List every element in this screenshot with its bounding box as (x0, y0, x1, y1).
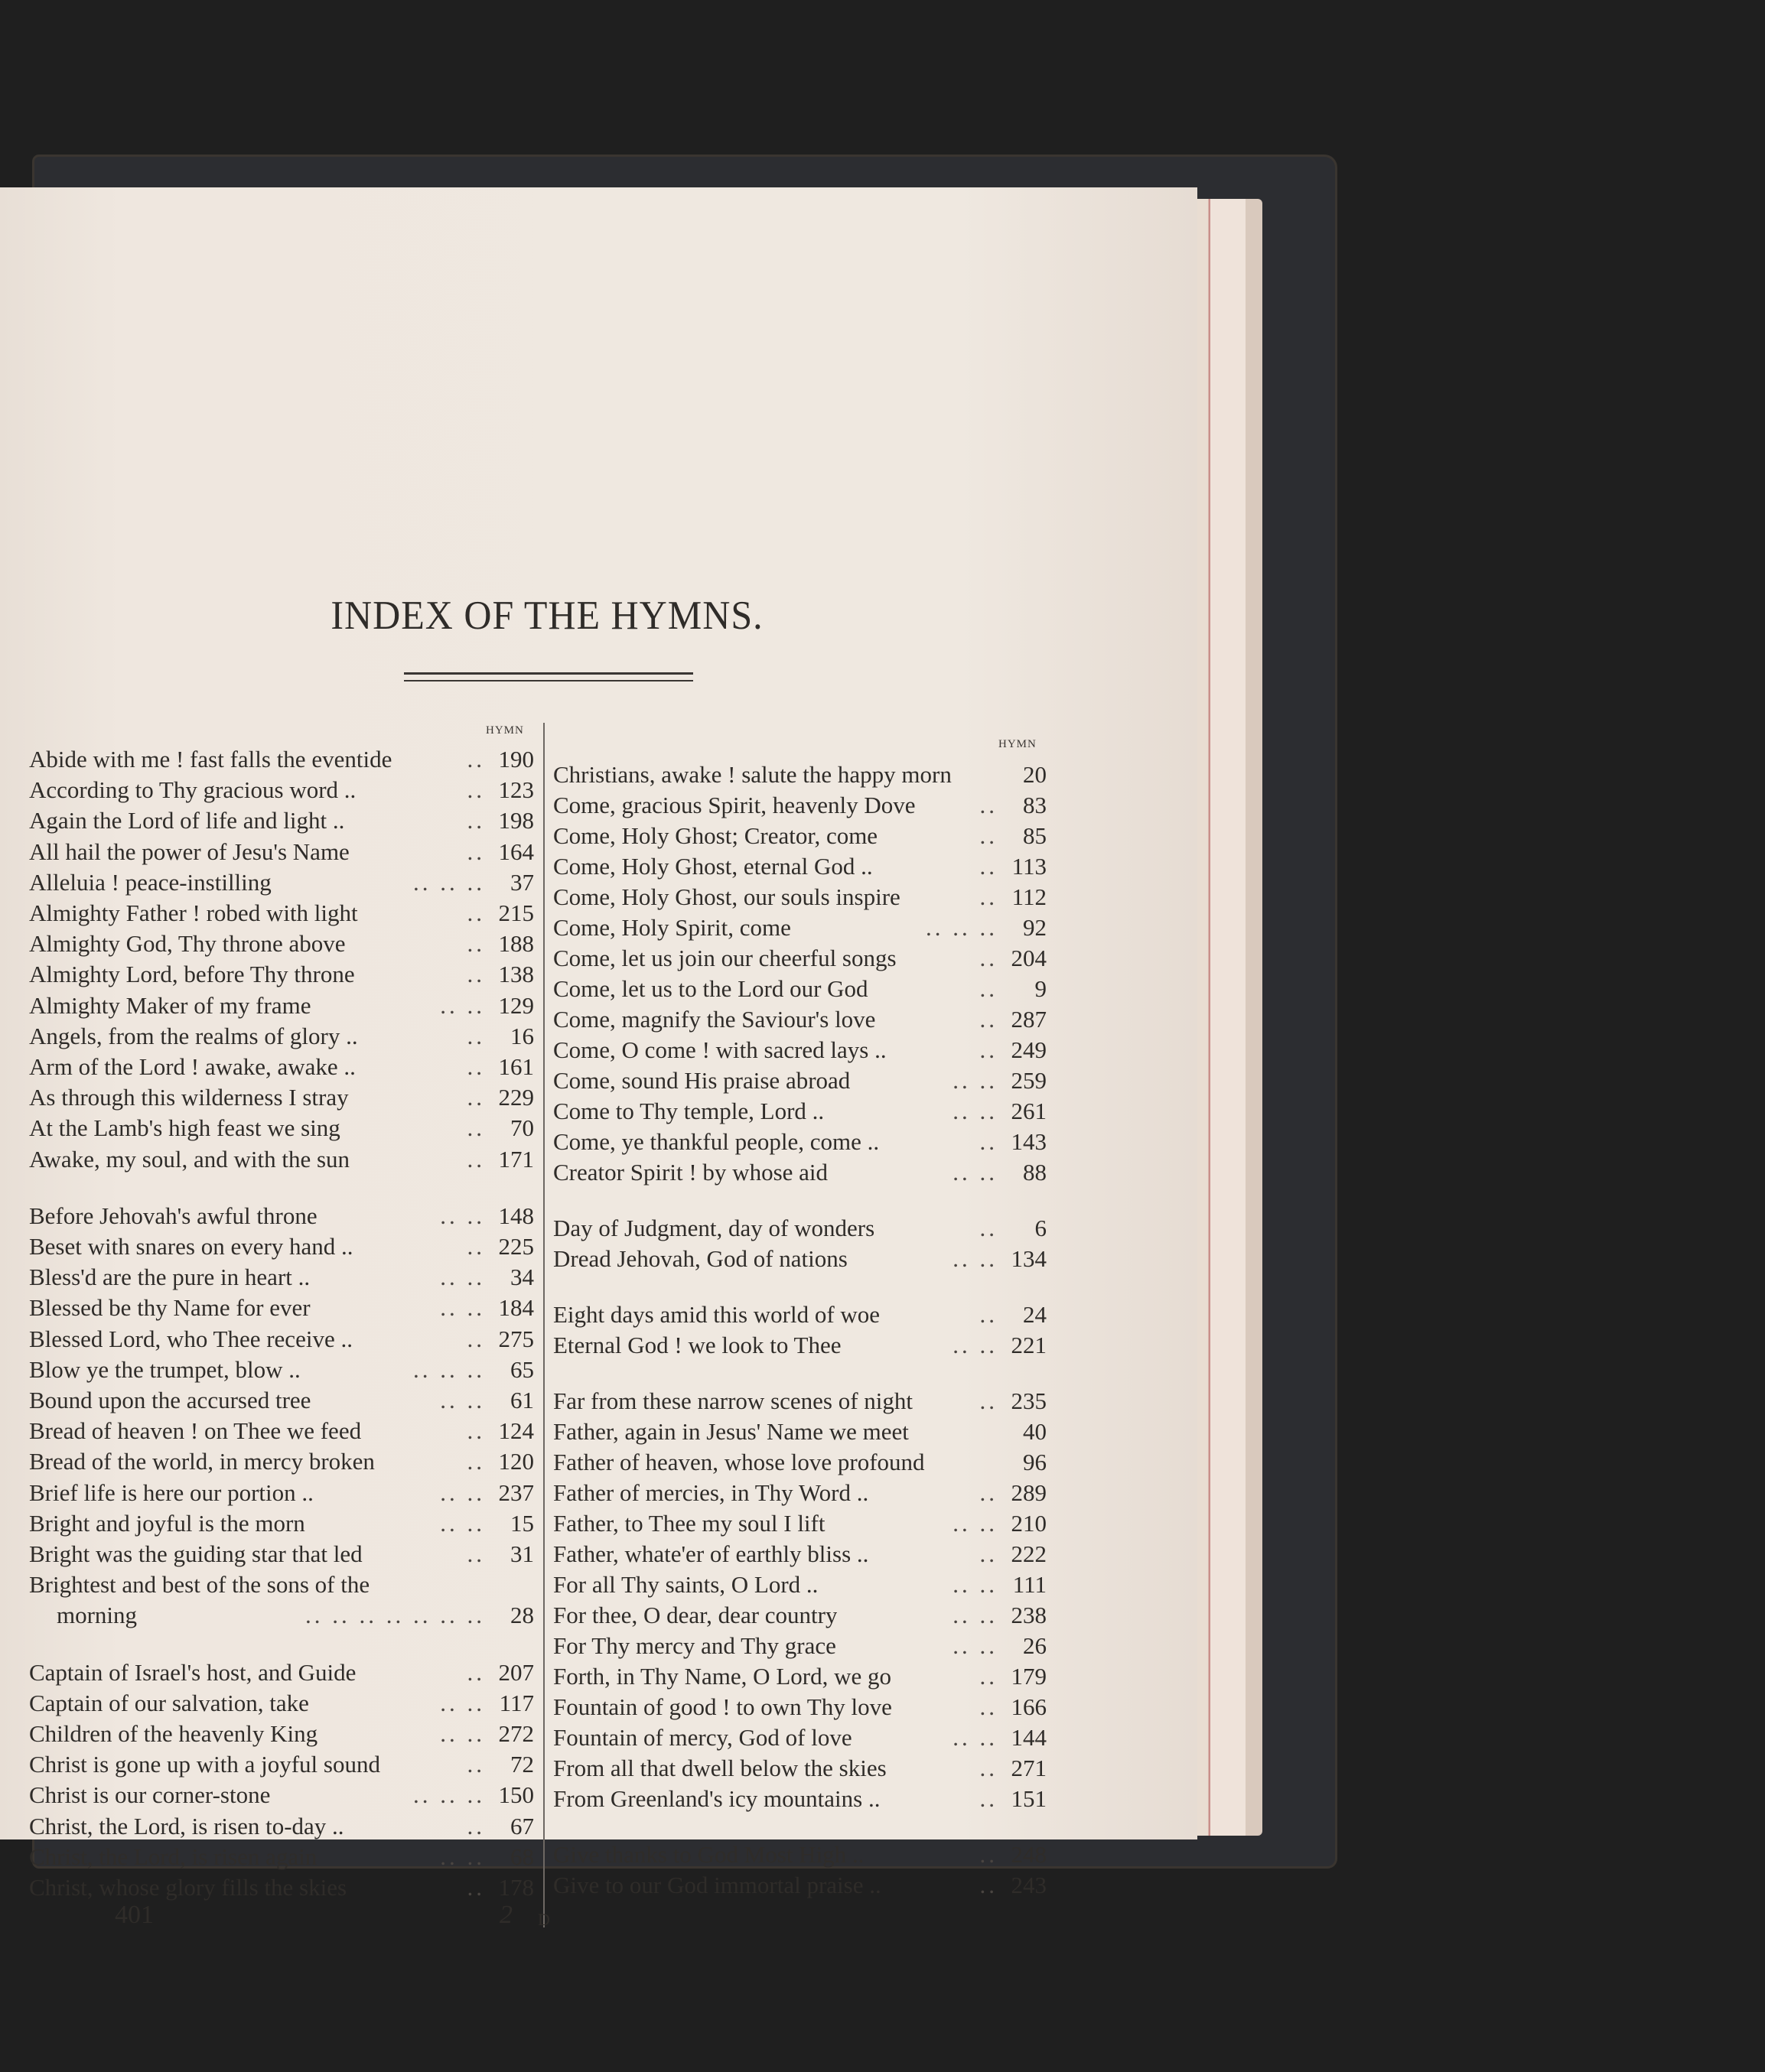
hymn-first-line: Bound upon the accursed tree (29, 1387, 311, 1413)
leader-dots: .. (467, 1053, 485, 1080)
hymn-number: 289 (1011, 1479, 1047, 1506)
hymn-number: 229 (498, 1084, 534, 1111)
leader-dots: .. .. (953, 1571, 998, 1598)
hymn-first-line: Bless'd are the pure in heart .. (29, 1264, 311, 1291)
hymn-number: 222 (1011, 1540, 1047, 1567)
leader-dots: .. (467, 776, 485, 804)
hymn-first-line: Come, Holy Ghost; Creator, come (553, 822, 878, 849)
leader-dots: .. (979, 1301, 998, 1328)
hymn-number: 166 (1011, 1693, 1047, 1720)
hymn-first-line: Come, gracious Spirit, heavenly Dove (553, 792, 916, 818)
signature-letter: D (538, 1910, 551, 1929)
index-entry (553, 883, 1047, 914)
hymn-first-line: Before Jehovah's awful throne (29, 1202, 318, 1229)
hymn-first-line: Brightest and best of the sons of the (29, 1571, 370, 1599)
hymn-first-line: Come, Holy Ghost, our souls inspire (553, 883, 900, 910)
index-entry (29, 1053, 534, 1084)
hymn-number: 20 (1023, 761, 1047, 788)
hymn-first-line: Angels, from the realms of glory .. (29, 1022, 358, 1049)
hymn-first-line: Father, whate'er of earthly bliss .. (553, 1540, 869, 1567)
leader-dots: .. (979, 1663, 998, 1690)
index-entry (553, 761, 1047, 792)
hymn-number: 92 (1023, 914, 1047, 941)
index-entry (29, 1202, 534, 1233)
hymn-number: 129 (498, 991, 534, 1019)
hymn-first-line: Beset with snares on every hand .. (29, 1233, 353, 1260)
hymn-first-line: Give thanks to God Most High .. (553, 1841, 865, 1868)
index-entry (553, 1067, 1047, 1098)
index-entry (29, 1325, 534, 1356)
hymn-number: 225 (498, 1233, 534, 1260)
hymn-first-line: Almighty Father ! robed with light (29, 899, 358, 926)
hymn-first-line: Christians, awake ! salute the happy morn (553, 761, 952, 788)
hymn-first-line: Captain of Israel's host, and Guide (29, 1658, 357, 1686)
index-entry (553, 1785, 1047, 1816)
index-entry (553, 1724, 1047, 1755)
hymn-number: 204 (1011, 945, 1047, 971)
page-number: 401 (115, 1901, 154, 1929)
hymn-first-line: Give to our God immortal praise .. (553, 1872, 881, 1898)
hymn-number: 143 (1011, 1128, 1047, 1155)
leader-dots: .. (467, 1874, 485, 1901)
hymn-first-line: Again the Lord of life and light .. (29, 807, 345, 834)
leader-dots: .. .. (440, 1509, 485, 1537)
hymn-number: 70 (510, 1114, 534, 1142)
index-entry (553, 1128, 1047, 1159)
index-entry (553, 1571, 1047, 1602)
index-entry (29, 1023, 534, 1053)
leader-dots: .. .. (440, 1720, 485, 1747)
hymn-first-line: All hail the power of Jesu's Name (29, 838, 350, 865)
index-entry (29, 869, 534, 899)
hymn-number: 171 (498, 1145, 534, 1173)
hymn-first-line: Forth, in Thy Name, O Lord, we go (553, 1663, 891, 1690)
leader-dots: .. (467, 961, 485, 988)
hymn-number: 134 (1011, 1245, 1047, 1272)
book-page (0, 187, 1197, 1929)
leader-dots: .. (979, 883, 998, 910)
hymn-number: 198 (498, 807, 534, 834)
hymn-first-line: Come, magnify the Saviour's love (553, 1006, 876, 1033)
hymn-first-line: Father of mercies, in Thy Word .. (553, 1479, 869, 1506)
hymn-first-line: Arm of the Lord ! awake, awake .. (29, 1053, 356, 1080)
leader-dots: .. (467, 807, 485, 834)
hymn-first-line: Far from these narrow scenes of night (553, 1387, 913, 1414)
leader-dots: .. .. (440, 1843, 485, 1870)
hymn-first-line: From Greenland's icy mountains .. (553, 1785, 881, 1812)
leader-dots: .. .. (953, 1632, 998, 1659)
leader-dots: .. (979, 1540, 998, 1567)
hymn-number: 37 (510, 868, 534, 896)
index-entry (553, 822, 1047, 853)
leader-dots: .. .. .. (413, 1355, 485, 1383)
hymn-first-line: As through this wilderness I stray (29, 1084, 349, 1111)
hymn-number: 65 (510, 1355, 534, 1383)
index-entry (29, 807, 534, 838)
index-entry (29, 1146, 534, 1176)
column-divider (543, 723, 545, 1927)
index-entry (29, 1479, 534, 1510)
index-entry (29, 1114, 534, 1145)
leader-dots: .. (979, 853, 998, 880)
hymn-column-heading: HYMN (486, 724, 524, 737)
hymn-first-line: morning (57, 1602, 138, 1629)
leader-dots: .. (979, 975, 998, 1002)
index-entry (29, 1690, 534, 1720)
hymn-first-line: Awake, my soul, and with the sun (29, 1145, 350, 1173)
index-entry (29, 1843, 534, 1874)
index-entry (29, 1720, 534, 1751)
hymn-first-line: Blessed be thy Name for ever (29, 1294, 311, 1322)
index-entry (553, 1036, 1047, 1067)
hymn-first-line: Dread Jehovah, God of nations (553, 1245, 848, 1272)
hymn-first-line: Christ, the Lord, is risen to-day .. (29, 1812, 344, 1839)
index-entry (553, 1540, 1047, 1571)
hymn-number: 249 (1011, 1036, 1047, 1063)
hymn-first-line: Come, let us join our cheerful songs (553, 945, 897, 971)
hymn-number: 31 (510, 1540, 534, 1567)
index-entry (553, 1301, 1047, 1332)
hymn-number: 88 (1023, 1159, 1047, 1186)
title-rule-thick (404, 672, 693, 675)
leader-dots: .. .. (953, 1332, 998, 1358)
index-entry (29, 1571, 534, 1602)
index-entry (553, 1159, 1047, 1189)
index-entry (553, 1693, 1047, 1724)
hymn-first-line: Come, O come ! with sacred lays .. (553, 1036, 887, 1063)
index-entry (553, 1510, 1047, 1540)
hymn-first-line: For all Thy saints, O Lord .. (553, 1571, 819, 1598)
hymn-number: 67 (510, 1812, 534, 1839)
index-entry (553, 914, 1047, 945)
hymn-number: 272 (498, 1720, 534, 1747)
index-entry (553, 1215, 1047, 1245)
hymn-number: 112 (1011, 883, 1047, 910)
hymn-number: 138 (498, 961, 534, 988)
hymn-first-line: At the Lamb's high feast we sing (29, 1114, 340, 1142)
leader-dots: .. (467, 930, 485, 958)
leader-dots: .. (467, 1751, 485, 1778)
hymn-first-line: Father, to Thee my soul I lift (553, 1510, 826, 1537)
hymn-first-line: Come, let us to the Lord our God (553, 975, 868, 1002)
leader-dots: .. .. (953, 1159, 998, 1186)
index-entry (29, 1874, 534, 1904)
index-entry (29, 899, 534, 930)
hymn-first-line: Father, again in Jesus' Name we meet (553, 1418, 909, 1445)
hymn-first-line: Come, Holy Spirit, come (553, 914, 791, 941)
index-entry (29, 1233, 534, 1264)
hymn-number: 275 (498, 1325, 534, 1352)
hymn-first-line: For Thy mercy and Thy grace (553, 1632, 836, 1659)
hymn-number: 150 (498, 1781, 534, 1809)
hymn-first-line: Bright and joyful is the morn (29, 1509, 305, 1537)
hymn-number: 61 (510, 1387, 534, 1413)
hymn-number: 117 (499, 1689, 534, 1716)
hymn-number: 248 (1011, 1841, 1047, 1868)
hymn-number: 16 (510, 1022, 534, 1049)
leader-dots: .. (979, 1128, 998, 1155)
index-entry (29, 992, 534, 1023)
leader-dots: .. (467, 1812, 485, 1839)
hymn-first-line: Christ, whose glory fills the skies (29, 1874, 347, 1901)
leader-dots: .. .. (953, 1724, 998, 1751)
hymn-number: 161 (498, 1053, 534, 1080)
hymn-number: 178 (498, 1874, 534, 1901)
leader-dots: .. (979, 1006, 998, 1033)
index-entry (553, 792, 1047, 822)
hymn-number: 221 (1011, 1332, 1047, 1358)
hymn-number: 184 (498, 1294, 534, 1322)
hymn-first-line: Blessed Lord, who Thee receive .. (29, 1325, 353, 1352)
index-entry (553, 1332, 1047, 1362)
hymn-first-line: Fountain of mercy, God of love (553, 1724, 852, 1751)
leader-dots: .. .. .. (413, 868, 485, 896)
leader-dots: .. (467, 1658, 485, 1686)
leader-dots: .. .. .. .. .. .. .. (305, 1602, 485, 1629)
index-entry (553, 945, 1047, 975)
hymn-first-line: Blow ye the trumpet, blow .. (29, 1355, 301, 1383)
index-entry (553, 1663, 1047, 1693)
index-entry (553, 1841, 1047, 1872)
hymn-number: 215 (498, 899, 534, 926)
title-rule-thin (404, 680, 693, 681)
leader-dots: .. (979, 822, 998, 849)
leader-dots: .. .. (953, 1510, 998, 1537)
index-entry (29, 1540, 534, 1571)
leader-dots: .. (979, 945, 998, 971)
hymn-first-line: Captain of our salvation, take (29, 1689, 309, 1716)
hymn-first-line: Alleluia ! peace-instilling (29, 868, 272, 896)
index-entry (29, 1510, 534, 1540)
hymn-first-line: Brief life is here our portion .. (29, 1478, 314, 1506)
hymn-first-line: Christ, the Lord, is risen again (29, 1843, 318, 1870)
leader-dots: .. .. (440, 1264, 485, 1291)
hymn-number: 34 (510, 1264, 534, 1291)
hymn-number: 120 (498, 1448, 534, 1475)
hymn-first-line: Creator Spirit ! by whose aid (553, 1159, 829, 1186)
index-entry (553, 1602, 1047, 1632)
page-title: INDEX OF THE HYMNS. (331, 592, 764, 638)
hymn-first-line: Christ is our corner-stone (29, 1781, 271, 1809)
hymn-number: 124 (498, 1417, 534, 1445)
index-entry (553, 1479, 1047, 1510)
hymn-first-line: Almighty Maker of my frame (29, 991, 311, 1019)
hymn-first-line: Fountain of good ! to own Thy love (553, 1693, 892, 1720)
leader-dots: .. .. (440, 1478, 485, 1506)
hymn-first-line: For thee, O dear, dear country (553, 1602, 838, 1628)
leader-dots: .. (467, 1417, 485, 1445)
leader-dots: .. (467, 1325, 485, 1352)
index-entry (29, 1659, 534, 1690)
index-entry (553, 1418, 1047, 1449)
hymn-number: 210 (1011, 1510, 1047, 1537)
hymn-first-line: Abide with me ! fast falls the eventide (29, 746, 392, 773)
hymn-number: 83 (1023, 792, 1047, 818)
hymn-first-line: Bread of the world, in mercy broken (29, 1448, 375, 1475)
hymn-first-line: Bright was the guiding star that led (29, 1540, 363, 1567)
hymn-number: 164 (498, 838, 534, 865)
hymn-first-line: Father of heaven, whose love profound (553, 1449, 925, 1475)
index-entry (29, 1417, 534, 1448)
hymn-number: 237 (498, 1478, 534, 1506)
index-entry (553, 1449, 1047, 1479)
index-entry (29, 1751, 534, 1781)
leader-dots: .. (467, 1233, 485, 1260)
leader-dots: .. (979, 1479, 998, 1506)
leader-dots: .. (467, 838, 485, 865)
hymn-number: 96 (1023, 1449, 1047, 1475)
leader-dots: .. (979, 1841, 998, 1868)
leader-dots: .. (979, 1387, 998, 1414)
hymn-number: 24 (1023, 1301, 1047, 1328)
leader-dots: .. (467, 1145, 485, 1173)
hymn-first-line: Christ is gone up with a joyful sound (29, 1751, 380, 1778)
index-entry (553, 975, 1047, 1006)
hymn-first-line: Eight days amid this world of woe (553, 1301, 881, 1328)
hymn-number: 40 (1023, 1418, 1047, 1445)
leader-dots: .. (979, 792, 998, 818)
leader-dots: .. (979, 1693, 998, 1720)
hymn-column-heading: HYMN (998, 738, 1037, 750)
leader-dots: .. .. (440, 1689, 485, 1716)
hymn-first-line: Come, Holy Ghost, eternal God .. (553, 853, 873, 880)
index-entry (553, 1006, 1047, 1036)
leader-dots: .. (979, 1755, 998, 1781)
hymn-first-line: Eternal God ! we look to Thee (553, 1332, 842, 1358)
leader-dots: .. .. .. (926, 914, 998, 941)
index-entry (553, 853, 1047, 883)
leader-dots: .. .. (953, 1602, 998, 1628)
leader-dots: .. (979, 1215, 998, 1241)
hymn-first-line: From all that dwell below the skies (553, 1755, 887, 1781)
leader-dots: .. .. (440, 1202, 485, 1229)
index-entry (29, 1602, 534, 1632)
hymn-number: 179 (1011, 1663, 1047, 1690)
index-entry (29, 1813, 534, 1843)
hymn-number: 9 (1034, 975, 1047, 1002)
hymn-number: 207 (498, 1658, 534, 1686)
hymn-first-line: Almighty God, Thy throne above (29, 930, 346, 958)
index-entry (29, 1387, 534, 1417)
hymn-number: 287 (1011, 1006, 1047, 1033)
hymn-number: 72 (510, 1751, 534, 1778)
index-entry (553, 1387, 1047, 1418)
hymn-number: 235 (1011, 1387, 1047, 1414)
hymn-first-line: Come to Thy temple, Lord .. (553, 1098, 825, 1124)
index-entry (29, 1781, 534, 1812)
hymn-number: 259 (1011, 1067, 1047, 1094)
leader-dots: .. (467, 1084, 485, 1111)
index-entry (553, 1632, 1047, 1663)
leader-dots: .. .. (953, 1245, 998, 1272)
hymn-number: 113 (1011, 853, 1047, 880)
index-entry (29, 1448, 534, 1478)
leader-dots: .. (979, 1785, 998, 1812)
leader-dots: .. .. (440, 991, 485, 1019)
hymn-first-line: Come, ye thankful people, come .. (553, 1128, 880, 1155)
hymn-number: 243 (1011, 1872, 1047, 1898)
leader-dots: .. (467, 1022, 485, 1049)
hymn-first-line: According to Thy gracious word .. (29, 776, 357, 804)
leader-dots: .. (467, 1540, 485, 1567)
leader-dots: .. (979, 1036, 998, 1063)
index-entry (29, 838, 534, 869)
hymn-number: 68 (510, 1843, 534, 1870)
hymn-first-line: Almighty Lord, before Thy throne (29, 961, 355, 988)
hymn-number: 190 (498, 746, 534, 773)
leader-dots: .. .. (440, 1387, 485, 1413)
hymn-number: 123 (498, 776, 534, 804)
hymn-number: 261 (1011, 1098, 1047, 1124)
hymn-number: 85 (1023, 822, 1047, 849)
leader-dots: .. (467, 1448, 485, 1475)
index-entry (553, 1755, 1047, 1785)
index-entry (29, 1294, 534, 1325)
index-entry (29, 1084, 534, 1114)
hymn-first-line: Bread of heaven ! on Thee we feed (29, 1417, 362, 1445)
hymn-first-line: Come, sound His praise abroad (553, 1067, 851, 1094)
leader-dots: .. (467, 1114, 485, 1142)
leader-dots: .. (979, 1872, 998, 1898)
hymn-first-line: Children of the heavenly King (29, 1720, 318, 1747)
index-entry (29, 776, 534, 807)
index-entry (29, 1264, 534, 1294)
hymn-number: 238 (1011, 1602, 1047, 1628)
index-entry (553, 1098, 1047, 1128)
signature-mark: 2 (500, 1901, 513, 1929)
index-entry (29, 961, 534, 991)
leader-dots: .. .. .. (413, 1781, 485, 1809)
index-entry (553, 1245, 1047, 1276)
hymn-number: 148 (498, 1202, 534, 1229)
hymn-number: 15 (510, 1509, 534, 1537)
hymn-number: 111 (1012, 1571, 1047, 1598)
leader-dots: .. (467, 899, 485, 926)
index-entry (29, 746, 534, 776)
leader-dots: .. (467, 746, 485, 773)
leader-dots: .. .. (953, 1098, 998, 1124)
leader-dots: .. .. (953, 1067, 998, 1094)
hymn-number: 26 (1023, 1632, 1047, 1659)
hymn-number: 144 (1011, 1724, 1047, 1751)
index-entry (29, 930, 534, 961)
hymn-number: 188 (498, 930, 534, 958)
hymn-number: 28 (510, 1602, 534, 1629)
hymn-number: 271 (1011, 1755, 1047, 1781)
hymn-first-line: Day of Judgment, day of wonders (553, 1215, 875, 1241)
hymn-number: 6 (1034, 1215, 1047, 1241)
index-entry (553, 1872, 1047, 1902)
hymn-number: 151 (1011, 1785, 1047, 1812)
leader-dots: .. .. (440, 1294, 485, 1322)
index-entry (29, 1356, 534, 1387)
